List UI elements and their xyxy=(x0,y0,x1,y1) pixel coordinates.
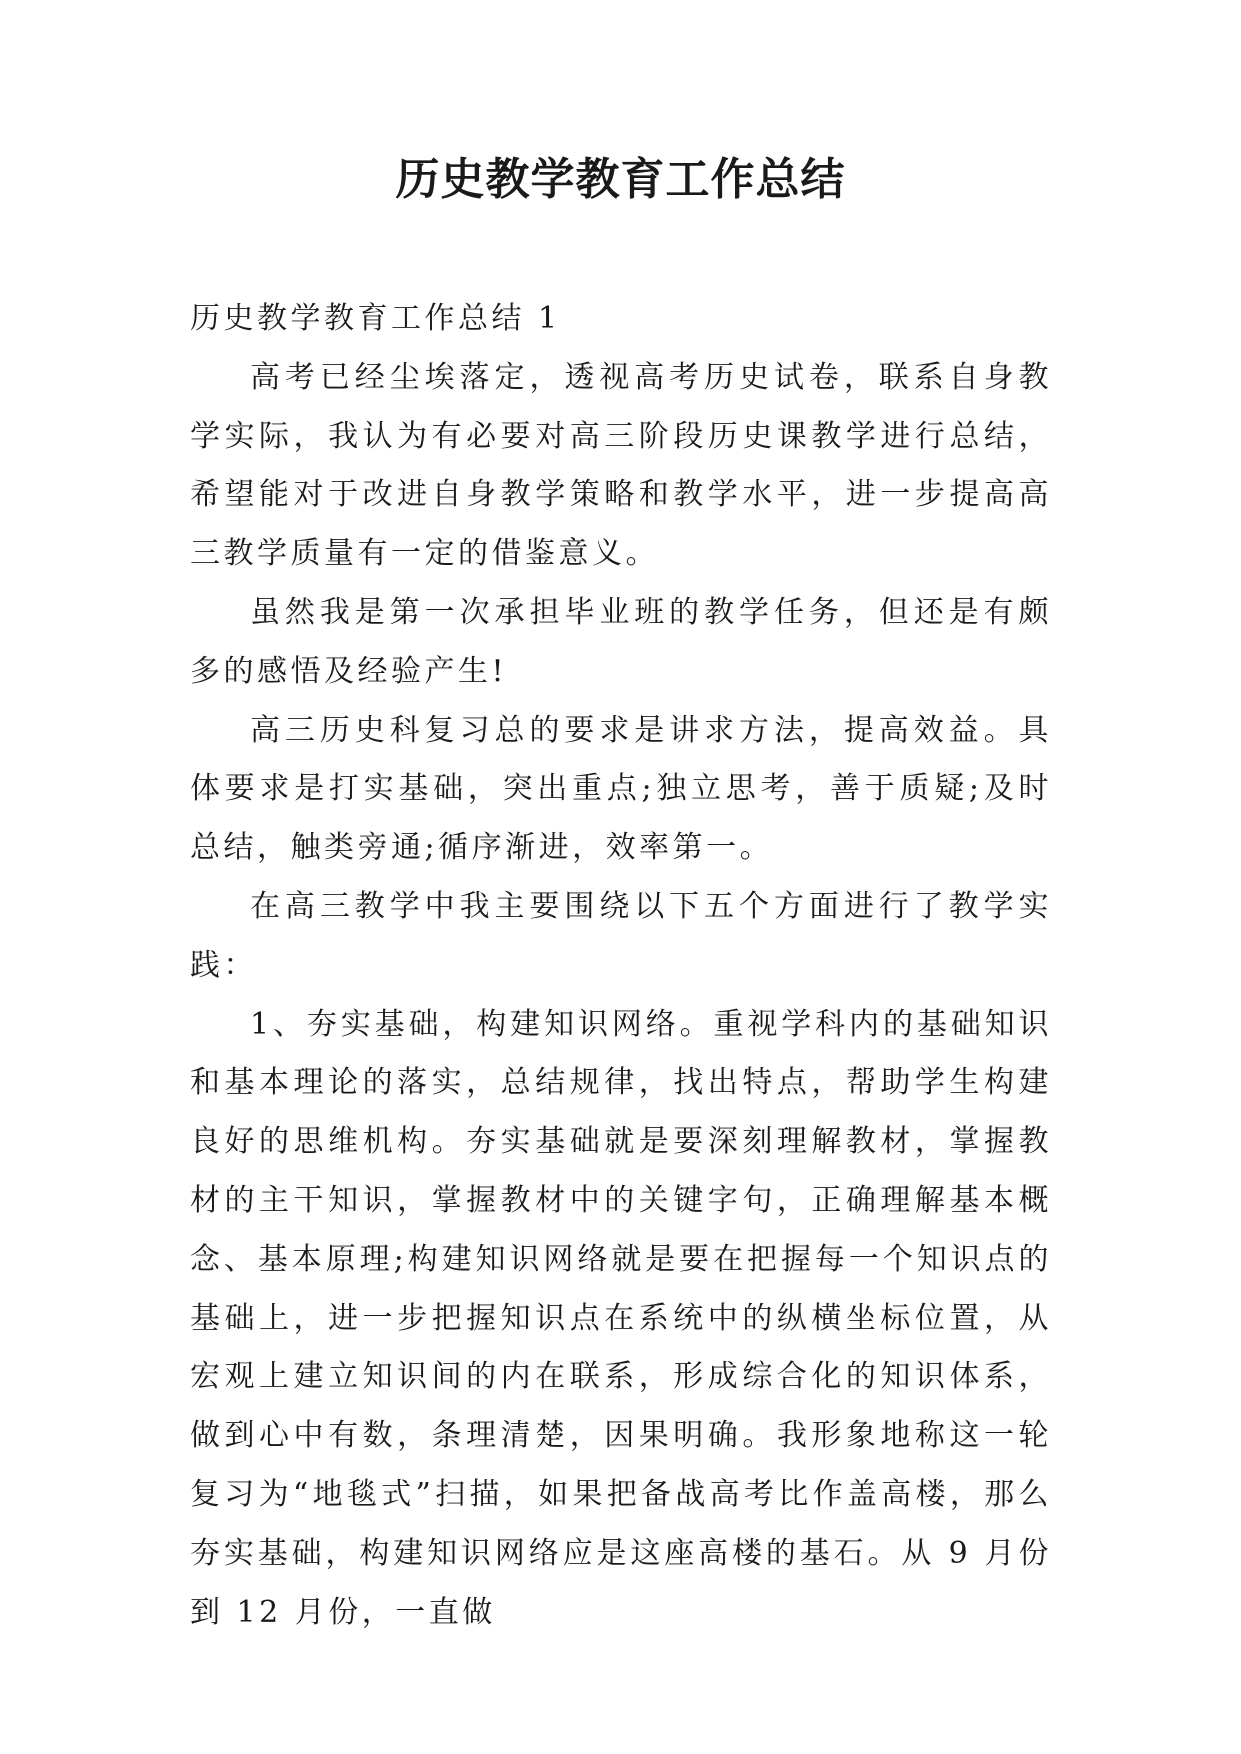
paragraph-2: 虽然我是第一次承担毕业班的教学任务，但还是有颇多的感悟及经验产生! xyxy=(190,594,1052,689)
paragraph-3: 高三历史科复习总的要求是讲求方法，提高效益。具体要求是打实基础，突出重点;独立思考，善于质疑;及时总结，触类旁通;循序渐进，效率第一。 xyxy=(190,712,1052,866)
document-title: 历史教学教育工作总结 xyxy=(395,154,846,205)
paragraph-4: 在高三教学中我主要围绕以下五个方面进行了教学实践： xyxy=(190,888,1052,983)
section-heading: 历史教学教育工作总结 1 xyxy=(190,301,561,336)
document-body xyxy=(190,290,1052,1642)
paragraph-5: 1、夯实基础，构建知识网络。重视学科内的基础知识和基本理论的落实，总结规律，找出特点，帮助学生构建良好的思维机构。夯实基础就是要深刻理解教材，掌握教材的主干知识，掌握教材中的关键字句，正确理解基本概念、基本原理;构建知识网络就是要在把握每一个知识点的基础上，进一步把握知识点在系统中的纵横坐标位置，从宏观上建立知识间的内在联系，形成综合化的知识体系，做到心中有数，条理清楚，因果明确。我形象地称这一轮复习为“地毯式”扫描，如果把备战高考比作盖高楼，那么夯实基础，构建知识网络应是这座高楼的基石。从 9 月份到 12 月份，一直做 xyxy=(190,1006,1052,1630)
paragraph-1: 高考已经尘埃落定，透视高考历史试卷，联系自身教学实际，我认为有必要对高三阶段历史课教学进行总结，希望能对于改进自身教学策略和教学水平，进一步提高高三教学质量有一定的借鉴意义。 xyxy=(190,359,1052,572)
